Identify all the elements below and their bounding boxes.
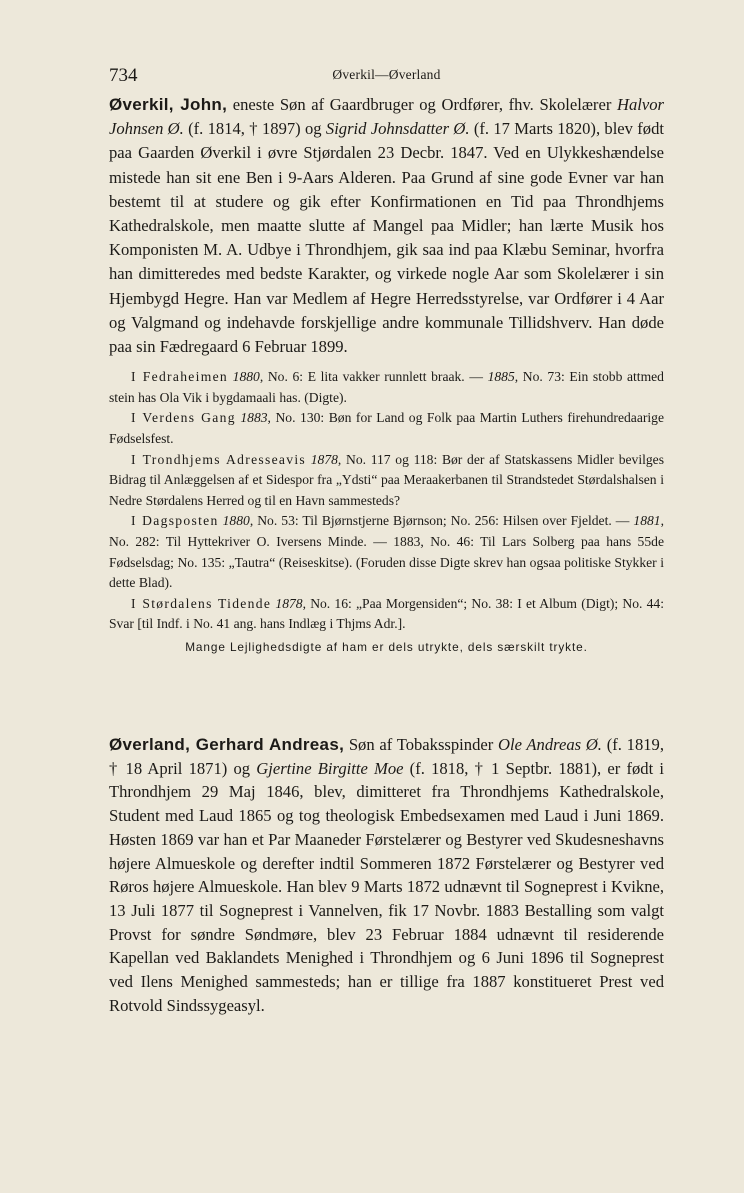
page-header xyxy=(109,63,664,87)
publication-year: 1880 xyxy=(222,513,250,529)
entry-body xyxy=(109,733,664,1017)
editor-note: Mange Lejlighedsdigte af ham er dels utrykte, dels særskilt trykte. xyxy=(185,639,588,654)
headword: Øverkil, John, xyxy=(109,95,228,114)
reference-text: , No. 73: Ein stobb attmed stein has Ola Vik i bygdamaali has. (Digte). xyxy=(109,369,664,405)
reference-text: , No. 282: Til Hyttekriver O. Iversens Minde. — 1883, No. 46: Til Lars Solberg paa hans 55de Fødselsdag; No. 135: „Tautra“ (Reiseskitse). (Foruden disse Digte skrev han ogsaa politiske Stykker i dette Blad). xyxy=(109,513,664,591)
publication-name: I Dagsposten xyxy=(131,513,219,529)
body-text: (f. 1819, † 18 April 1871) og xyxy=(109,735,664,778)
reference-text: , No. 117 og 118: Bør der af Statskassens Midler bevilges Bidrag til Anlæggelsen af et Sidespor fra „Ydsti“ paa Meraakerbanen til Strandstedet Størdalshalsen i Nedre Størdalens Herred og til en Havn sammesteds? xyxy=(109,451,664,508)
headword: Øverland, Gerhard Andreas, xyxy=(109,735,345,754)
person-name: Sigrid Johnsdatter Ø. xyxy=(325,119,470,139)
entry-body xyxy=(109,93,664,359)
publication-year: 1881 xyxy=(633,513,661,529)
reference-text: , No. 53: Til Bjørnstjerne Bjørnson; No. 256: Hilsen over Fjeldet. — xyxy=(249,513,634,529)
bibliography-item xyxy=(109,408,664,449)
publication-name: I Trondhjems Adresseavis xyxy=(131,451,307,467)
body-text: Søn af Tobaksspinder xyxy=(344,735,498,754)
reference-text: , No. 16: „Paa Morgensiden“; No. 38: I et Album (Digt); No. 44: Svar [til Indf. i No. 41 ang. hans Indlæg i Thjms Adr.]. xyxy=(109,595,664,632)
publication-year: 1878 xyxy=(275,595,303,611)
publication-name: I Verdens Gang xyxy=(131,410,236,426)
running-head: Øverkil—Øverland xyxy=(332,67,441,82)
person-name: Halvor Johnsen Ø. xyxy=(109,95,664,139)
body-text: eneste Søn af Gaardbruger og Ordfører, fhv. Skolelærer xyxy=(227,95,617,114)
entry-overkil xyxy=(109,93,664,658)
bibliography-item xyxy=(109,367,664,408)
body-text: (f. 1814, † 1897) og xyxy=(183,119,326,139)
publication-year: 1885 xyxy=(487,369,515,385)
publication-year: 1878 xyxy=(310,451,338,467)
person-name: Ole Andreas Ø. xyxy=(498,735,602,754)
body-text: (f. 1818, † 1 Septbr. 1881), er født i Throndhjem 29 Maj 1846, blev, dimitteret fra Throndhjems Kathedralskole, Student med Laud 1865 og tog theologisk Embedsexamen med Laud i Juni 1869. Høsten 1869 var han et Par Maaneder Førstelærer og Bestyrer ved Skudesneshavns højere Almueskole og derefter indtil Sommeren 1872 Førstelærer og Bestyrer ved Røros højere Almueskole. Han blev 9 Marts 1872 udnævnt til Sogneprest i Kvikne, 13 Juli 1877 til Sogneprest i Vannelven, fik 17 Novbr. 1883 Bestalling som valgt Provst for søndre Søndmøre, blev 23 Februar 1884 udnævnt til residerende Kapellan ved Baklandets Menighed i Throndhjem og 6 Juni 1896 til Sogneprest ved Ilens Menighed sammesteds; han er tillige fra 1887 konstitueret Prest ved Rotvold Sindssygeasyl. xyxy=(109,758,664,1015)
bibliography-item xyxy=(109,450,664,512)
body-text: (f. 17 Marts 1820), blev født paa Gaarden Øverkil i øvre Stjørdalen 23 Decbr. 1847. Ved en Ulykkeshændelse mistede han sit ene Ben i 9-Aars Alderen. Paa Grund af sine gode Evner var han bestemt til at studere og gik efter Konfirmationen en Tid paa Throndhjems Kathedralskole, men maatte slutte af Mangel paa Midler; han lærte Musik hos Komponisten M. A. Udbye i Throndhjem, gik saa ind paa Klæbu Seminar, hvorfra han dimitteredes med bedste Karakter, og virkede nogle Aar som Skolelærer i sin Hjembygd Hegre. Han var Medlem af Hegre Herredsstyrelse, var Ordfører i 4 Aar og Valgmand og indehavde forskjellige andre kommunale Tillidshverv. Han døde paa sin Fædregaard 6 Februar 1899. xyxy=(109,119,665,357)
entry-overland xyxy=(109,733,664,1017)
person-name: Gjertine Birgitte Moe xyxy=(256,758,404,778)
publication-name: I Fedraheimen xyxy=(131,369,229,385)
reference-text: , No. 6: E lita vakker runnlett braak. — xyxy=(259,369,488,385)
bibliography-item xyxy=(109,594,664,635)
publication-year: 1880 xyxy=(232,369,260,385)
reference-text: , No. 130: Bøn for Land og Folk paa Martin Luthers firehundredaarige Fødselsfest. xyxy=(109,410,664,447)
page-number: 734 xyxy=(109,65,138,86)
bibliography xyxy=(109,367,664,657)
publication-year: 1883 xyxy=(240,410,268,426)
bibliography-item xyxy=(109,511,664,593)
publication-name: I Størdalens Tidende xyxy=(131,595,272,611)
